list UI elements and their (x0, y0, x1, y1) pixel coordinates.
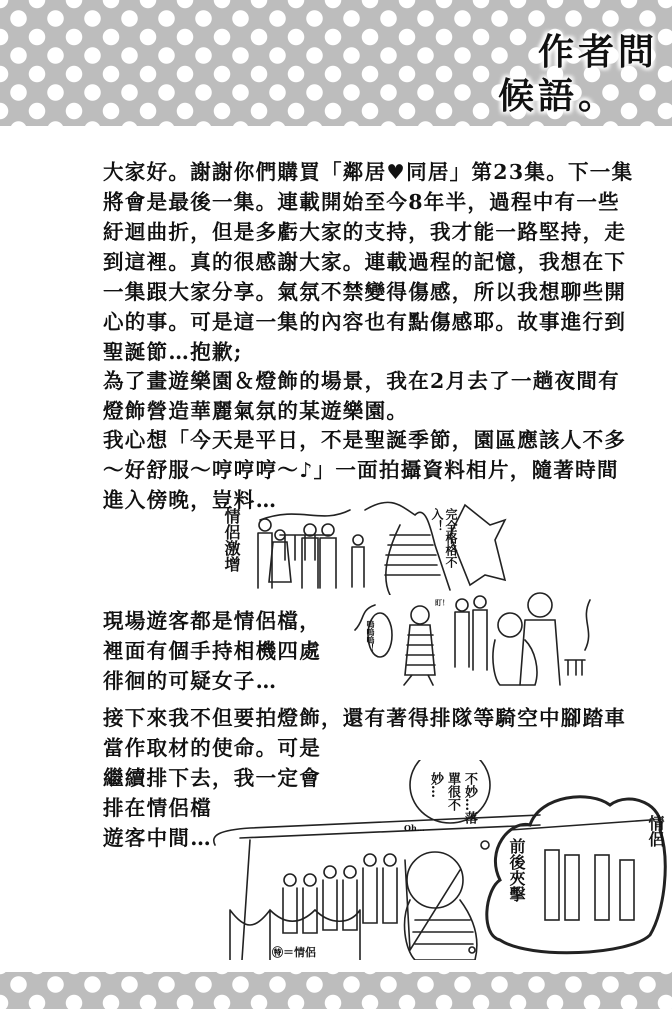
text-line: 聖誕節…抱歉; (103, 340, 243, 364)
title-line-1: 作者問 (537, 31, 658, 73)
text-line: 燈飾營造華麗氣氛的某遊樂園。 (103, 399, 409, 423)
text-line: 一集跟大家分享。氣氛不禁變得傷感，所以我想聊些開 (103, 280, 627, 304)
text-line: 接下來我不但要拍燈飾，還有著得排隊等騎空中腳踏車 (103, 706, 627, 730)
speech-bubble-sob: 嗚嗚嗚！ (366, 620, 376, 652)
dotted-footer-band (0, 972, 672, 1009)
text-line: 紆迴曲折，但是多虧大家的支持，我才能一路堅持，走 (103, 220, 627, 244)
caption-couples: 情侶 (646, 815, 665, 847)
text-line: 繼續排下去，我一定會 (103, 766, 321, 790)
title-line-2: 候語。 (497, 75, 618, 117)
paragraph-amusement-park (103, 366, 620, 426)
paragraph-couples (103, 606, 321, 696)
text-line: 為了畫遊樂園＆燈飾的場景，我在2月去了一趟夜間有 (103, 369, 620, 393)
sfx-stare: 盯！ (435, 598, 449, 607)
caption-couples-surge: 情侶激增 (222, 508, 241, 572)
text-line: 遊客中間… (103, 826, 212, 850)
paragraph-greeting (103, 157, 633, 367)
text-line: 徘徊的可疑女子… (103, 669, 278, 693)
page-title (497, 30, 658, 118)
thought-bubble-bad: 不妙…落單很不妙… (428, 772, 477, 824)
illustration-suspicious-woman (350, 590, 600, 690)
text-line: 裡面有個手持相機四處 (103, 639, 321, 663)
text-line: ～好舒服～哼哼哼～♪」一面拍攝資料相片，隨著時間 (103, 458, 619, 482)
speech-bubble-out-of-place: 完全格格不入！ (430, 508, 458, 568)
illustration-couples-crowd (240, 495, 560, 595)
text-line: 將會是最後一集。連載開始至今8年半，過程中有一些 (103, 190, 620, 214)
text-line: 到這裡。真的很感謝大家。連載過程的記憶，我想在下 (103, 250, 627, 274)
text-line: 我心想「今天是平日，不是聖誕季節，園區應該人不多 (103, 428, 627, 452)
text-line: 大家好。謝謝你們購買「鄰居♥同居」第23集。下一集 (103, 160, 634, 184)
text-line: 現場遊客都是情侶檔， (103, 609, 321, 633)
text-line: 當作取材的使命。可是 (103, 736, 321, 760)
sfx-oh: Oh… (404, 823, 425, 833)
text-line: 進入傍晚，豈料… (103, 488, 278, 512)
caption-surrounded: 前後夾擊 (507, 838, 526, 902)
text-line: 心的事。可是這一集的內容也有點傷感耶。故事進行到 (103, 310, 627, 334)
legend-couple-symbol: ㊕＝情侶 (272, 946, 316, 959)
text-line: 排在情侶檔 (103, 796, 212, 820)
